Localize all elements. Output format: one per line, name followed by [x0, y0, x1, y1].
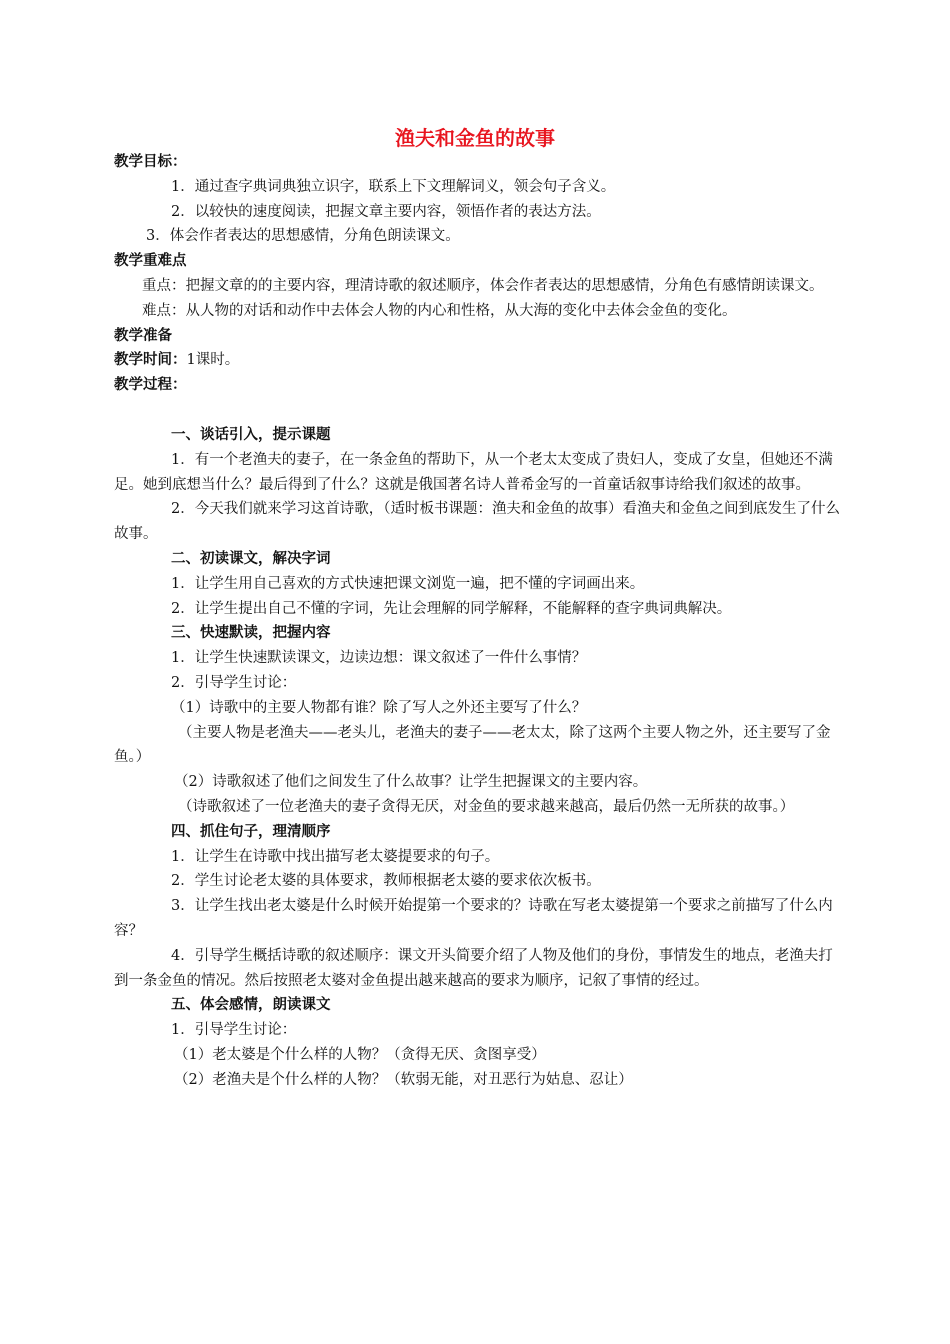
goals-heading: 教学目标： [114, 154, 187, 170]
section-4-item-3: 3．让学生找出老太婆是什么时候开始提第一个要求的？诗歌在写老太婆提第一个要求之前描写了什么内容？ [114, 898, 833, 939]
section-3-item-2: 2．引导学生讨论： [171, 674, 297, 691]
section-1-item-1: 1．有一个老渔夫的妻子，在一条金鱼的帮助下，从一个老太太变成了贵妇人，变成了女皇，但她还不满足。她到底想当什么？最后得到了什么？这就是俄国著名诗人普希金写的一首童话叙事诗给我们叙述的故事。 [114, 451, 833, 493]
section-4-title: 四、抓住句子，理清顺序 [171, 823, 331, 840]
section-3-item-5: （2）诗歌叙述了他们之间发生了什么故事？让学生把握课文的主要内容。 [174, 774, 648, 791]
section-2-title: 二、初读课文，解决字词 [171, 550, 331, 567]
goal-item-1: 1．通过查字典词典独立识字，联系上下文理解词义，领会句子含义。 [171, 178, 616, 195]
difficult-point-text: 难点：从人物的对话和动作中去体会人物的内心和性格，从大海的变化中去体会金鱼的变化。 [142, 302, 737, 319]
section-5-item-1: 1．引导学生讨论： [171, 1022, 297, 1039]
section-1-title: 一、谈话引入，提示课题 [171, 426, 331, 443]
teaching-time-label: 教学时间： [114, 352, 187, 369]
section-4-item-4: 4．引导学生概括诗歌的叙述顺序：课文开头简要介绍了人物及他们的身份，事情发生的地点，老渔夫打到一条金鱼的情况。然后按照老太婆对金鱼提出越来越高的要求为顺序，记叙了事情的经过。 [114, 947, 833, 989]
document-body [114, 150, 844, 1092]
section-1-item-2: 2．今天我们就来学习这首诗歌，（适时板书课题：渔夫和金鱼的故事）看渔夫和金鱼之间到底发生了什么故事。 [114, 501, 840, 543]
spacer [114, 398, 844, 423]
section-2-item-1: 1．让学生用自己喜欢的方式快速把课文浏览一遍，把不懂的字词画出来。 [171, 575, 645, 592]
process-heading: 教学过程： [114, 377, 187, 394]
goal-item-2: 2．以较快的速度阅读，把握文章主要内容，领悟作者的表达方法。 [171, 203, 601, 220]
section-5-item-2: （1）老太婆是个什么样的人物？（贪得无厌、贪图享受） [174, 1046, 546, 1063]
goal-item-3: 3．体会作者表达的思想感情，分角色朗读课文。 [146, 228, 460, 245]
section-4-item-1: 1．让学生在诗歌中找出描写老太婆提要求的句子。 [171, 848, 500, 865]
section-4-item-2: 2．学生讨论老太婆的具体要求，教师根据老太婆的要求依次板书。 [171, 873, 601, 890]
section-3-item-3: （1）诗歌中的主要人物都有谁？除了写人之外还主要写了什么？ [171, 699, 587, 716]
document-title: 渔夫和金鱼的故事 [395, 126, 555, 150]
section-3-item-1: 1．让学生快速默读课文，边读边想：课文叙述了一件什么事情？ [171, 650, 587, 667]
teaching-time [114, 348, 844, 373]
section-3-item-6: （诗歌叙述了一位老渔夫的妻子贪得无厌，对金鱼的要求越来越高，最后仍然一无所获的故事。） [178, 798, 795, 815]
section-5-title: 五、体会感情，朗读课文 [171, 997, 331, 1014]
key-points-heading: 教学重难点 [114, 253, 187, 270]
teaching-time-value: 1课时。 [186, 352, 240, 369]
section-5-item-3: （2）老渔夫是个什么样的人物？（软弱无能，对丑恶行为姑息、忍让） [174, 1071, 633, 1088]
section-2-item-2: 2．让学生提出自己不懂的字词，先让会理解的同学解释，不能解释的查字典词典解决。 [171, 600, 732, 617]
key-point-text: 重点：把握文章的的主要内容，理清诗歌的叙述顺序，体会作者表达的思想感情，分角色有感情朗读课文。 [142, 277, 824, 294]
section-3-item-4: （主要人物是老渔夫——老头儿，老渔夫的妻子——老太太，除了这两个主要人物之外，还主要写了金鱼。） [114, 724, 831, 766]
preparation-heading: 教学准备 [114, 327, 172, 344]
section-3-title: 三、快速默读，把握内容 [171, 625, 331, 642]
